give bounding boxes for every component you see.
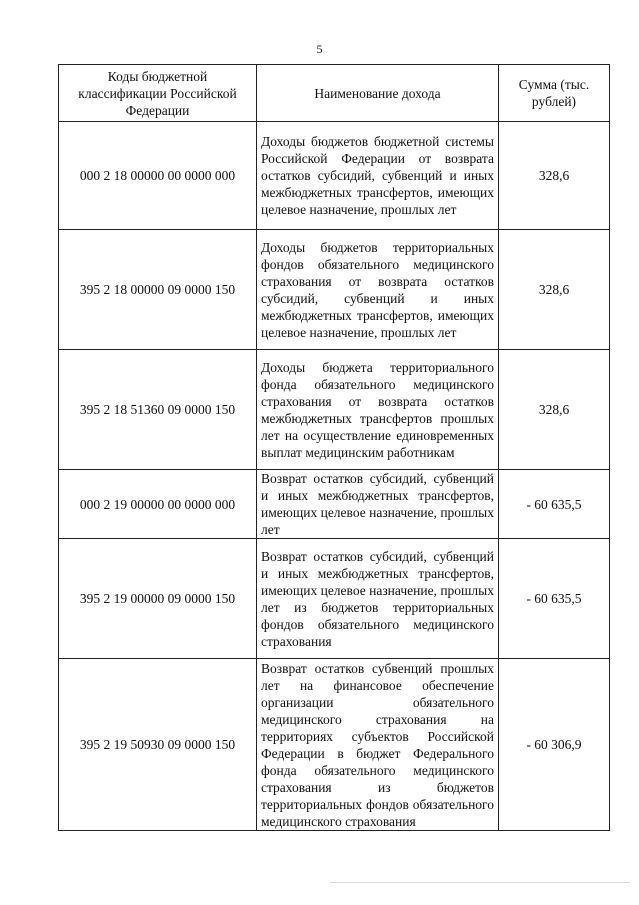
table-row (59, 539, 610, 659)
row-code: 395 2 19 00000 09 0000 150 (59, 539, 257, 659)
row-name: Возврат остатков субсидий, субвенций и иных межбюджетных трансфертов, имеющих целевое назначение, прошлых лет (257, 470, 499, 539)
footer-divider (330, 882, 630, 883)
row-sum: 328,6 (499, 122, 610, 230)
table-row (59, 122, 610, 230)
header-sum: Сумма (тыс. рублей) (499, 65, 610, 122)
table-row (59, 659, 610, 831)
revenue-table (58, 64, 610, 831)
table-header-row (59, 65, 610, 122)
row-name: Возврат остатков субсидий, субвенций и иных межбюджетных трансфертов, имеющих целевое назначение, прошлых лет из бюджетов территориальных фондов обязательного медицинского страхования (257, 539, 499, 659)
row-code: 395 2 18 51360 09 0000 150 (59, 350, 257, 470)
row-sum: - 60 635,5 (499, 470, 610, 539)
table-row (59, 470, 610, 539)
row-name: Возврат остатков субвенций прошлых лет на финансовое обеспечение организации обязательного медицинского страхования на территориях субъектов Российской Федерации в бюджет Федерального фонда обязательного медицинского страхования из бюджетов территориальных фондов обязательного медицинского страхования (257, 659, 499, 831)
row-name: Доходы бюджетов территориальных фондов обязательного медицинского страхования от возврата остатков субсидий, субвенций и иных межбюджетных трансфертов, имеющих целевое назначение, прошлых лет (257, 230, 499, 350)
row-sum: - 60 306,9 (499, 659, 610, 831)
header-name: Наименование дохода (257, 65, 499, 122)
row-code: 000 2 18 00000 00 0000 000 (59, 122, 257, 230)
table-row (59, 350, 610, 470)
row-sum: 328,6 (499, 350, 610, 470)
table-row (59, 230, 610, 350)
row-name: Доходы бюджета территориального фонда обязательного медицинского страхования от возврата остатков межбюджетных трансфертов прошлых лет на осуществление единовременных выплат медицинским работникам (257, 350, 499, 470)
row-code: 395 2 18 00000 09 0000 150 (59, 230, 257, 350)
row-sum: 328,6 (499, 230, 610, 350)
row-sum: - 60 635,5 (499, 539, 610, 659)
page-number: 5 (316, 42, 323, 56)
row-code: 395 2 19 50930 09 0000 150 (59, 659, 257, 831)
header-code: Коды бюджетной классификации Российской Федерации (59, 65, 257, 122)
row-code: 000 2 19 00000 00 0000 000 (59, 470, 257, 539)
row-name: Доходы бюджетов бюджетной системы Российской Федерации от возврата остатков субсидий, субвенций и иных межбюджетных трансфертов, имеющих целевое назначение, прошлых лет (257, 122, 499, 230)
